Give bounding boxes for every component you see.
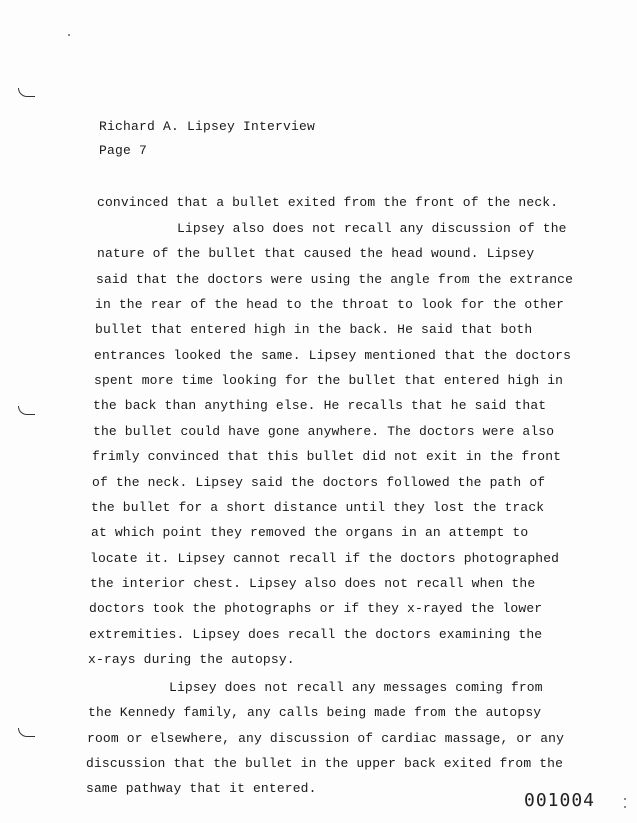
- body-line: of the neck. Lipsey said the doctors followed the path of: [92, 475, 546, 490]
- body-line: the Kennedy family, any calls being made from the autopsy: [88, 705, 542, 720]
- binder-hole-mark-bottom: [18, 728, 35, 737]
- body-line: Lipsey also does not recall any discussion of the: [177, 221, 567, 236]
- binder-hole-mark-top: [18, 88, 35, 97]
- body-line: the bullet for a short distance until they lost the track: [91, 500, 545, 515]
- body-line: the bullet could have gone anywhere. The doctors were also: [93, 424, 555, 439]
- scan-speck: [624, 806, 626, 808]
- body-line: x-rays during the autopsy.: [88, 652, 295, 667]
- body-line: spent more time looking for the bullet that entered high in: [94, 373, 564, 388]
- binder-hole-mark-middle: [18, 406, 35, 415]
- body-line: said that the doctors were using the angle from the extrance: [96, 272, 574, 287]
- body-line: convinced that a bullet exited from the front of the neck.: [97, 195, 559, 210]
- body-line: room or elsewhere, any discussion of cardiac massage, or any: [87, 731, 565, 746]
- scan-speck: [68, 34, 70, 36]
- document-number-stamp: 001004: [524, 790, 596, 811]
- body-line: entrances looked the same. Lipsey mentioned that the doctors: [94, 348, 572, 363]
- body-line: the back than anything else. He recalls that he said that: [93, 398, 547, 413]
- body-line: extremities. Lipsey does recall the doctors examining the: [89, 627, 543, 642]
- body-line: the interior chest. Lipsey also does not recall when the: [90, 576, 536, 591]
- body-line: frimly convinced that this bullet did not exit in the front: [92, 449, 562, 464]
- body-line: Lipsey does not recall any messages coming from: [169, 680, 543, 695]
- document-title: Richard A. Lipsey Interview: [99, 119, 316, 134]
- body-line: doctors took the photographs or if they x-rayed the lower: [89, 601, 543, 616]
- body-line: at which point they removed the organs in an attempt to: [91, 525, 529, 540]
- page-number: Page 7: [99, 143, 148, 158]
- body-line: discussion that the bullet in the upper back exited from the: [86, 756, 564, 771]
- body-line: locate it. Lipsey cannot recall if the doctors photographed: [90, 551, 560, 566]
- body-line: nature of the bullet that caused the head wound. Lipsey: [97, 246, 535, 261]
- body-line: same pathway that it entered.: [86, 781, 317, 796]
- body-line: in the rear of the head to the throat to look for the other: [95, 297, 565, 312]
- scan-speck: [624, 798, 626, 800]
- body-line: bullet that entered high in the back. He said that both: [95, 322, 533, 337]
